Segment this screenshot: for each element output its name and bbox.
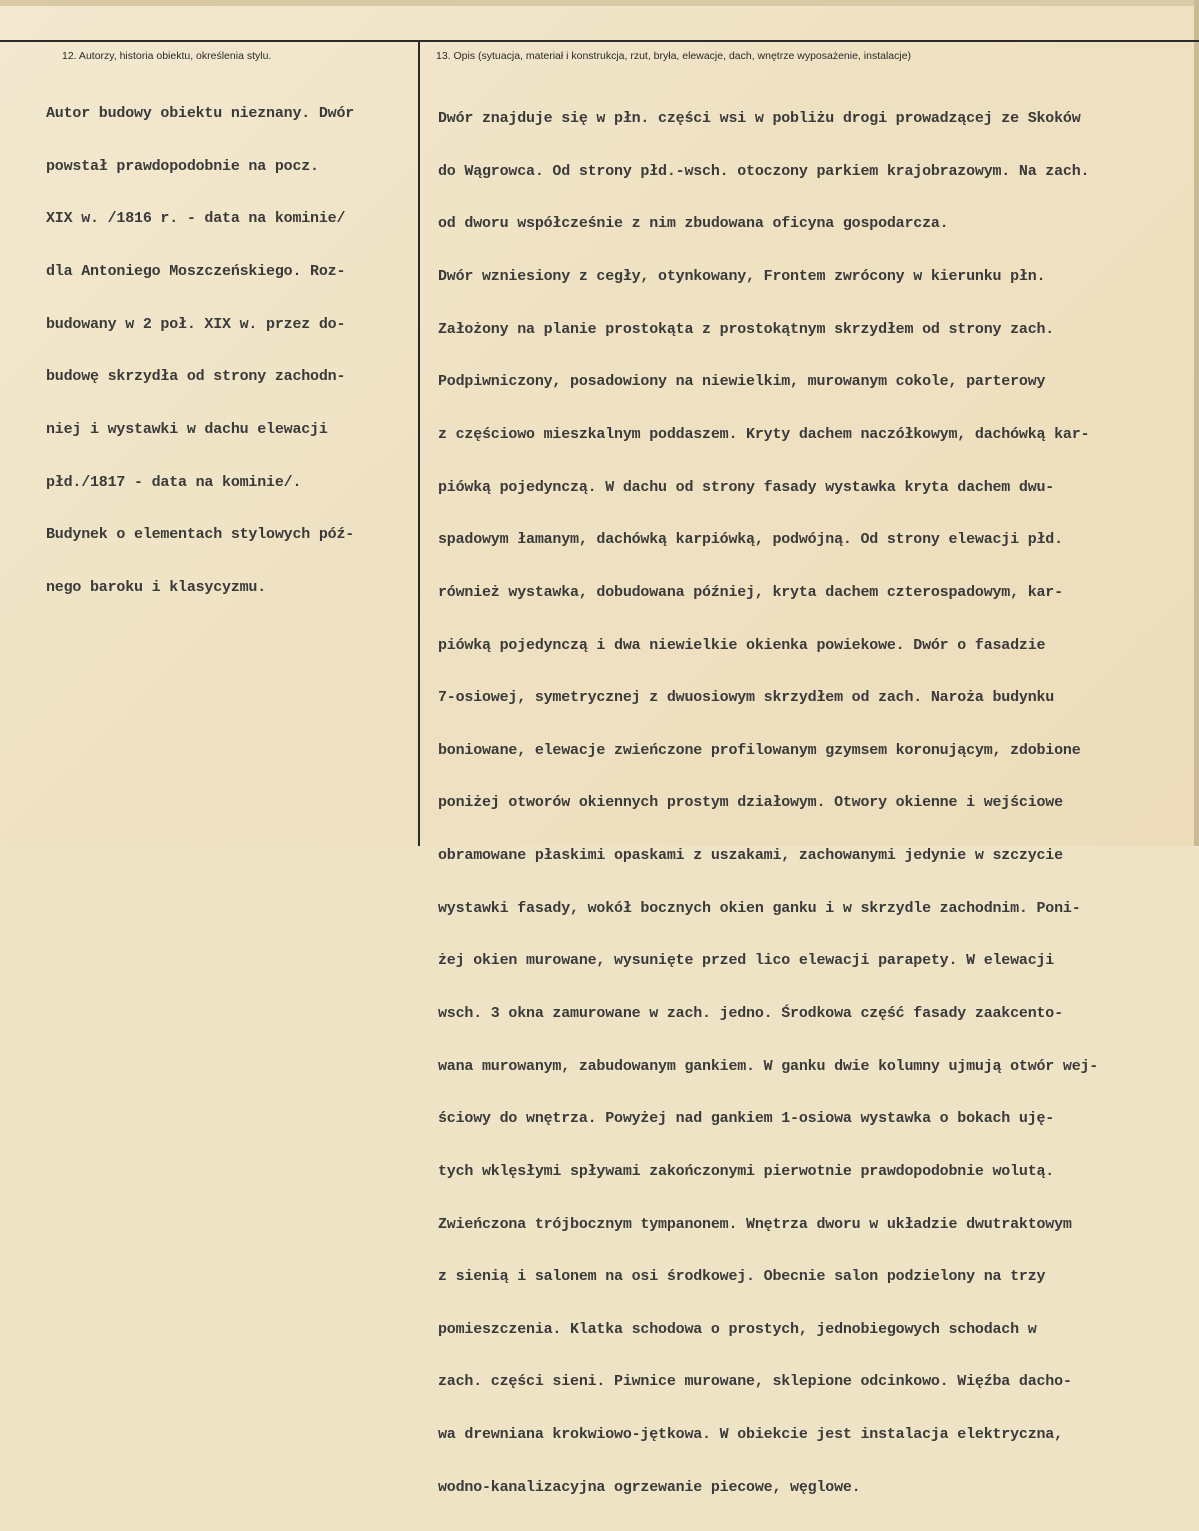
field-13-line: również wystawka, dobudowana później, kryta dachem czterospadowym, kar- [438,583,1063,601]
field-13-line: wodno-kanalizacyjna ogrzewanie piecowe, węglowe. [438,1478,861,1496]
field-13-line: boniowane, elewacje zwieńczone profilowanym gzymsem koronującym, zdobione [438,741,1081,759]
field-12-line: dla Antoniego Moszczeńskiego. Roz- [46,263,346,281]
field-13-line: wsch. 3 okna zamurowane w zach. jedno. Środkowa część fasady zaakcento- [438,1004,1063,1022]
field-13-line: piówką pojedynczą i dwa niewielkie okienka powiekowe. Dwór o fasadzie [438,636,1046,654]
field-13-line: do Wągrowca. Od strony płd.-wsch. otoczony parkiem krajobrazowym. Na zach. [438,162,1090,180]
field-13-line: z częściowo mieszkalnym poddaszem. Kryty dachem naczółkowym, dachówką kar- [438,425,1090,443]
field-13-line: zach. części sieni. Piwnice murowane, sklepione odcinkowo. Więźba dacho- [438,1373,1072,1391]
field-13-line: ściowy do wnętrza. Powyżej nad gankiem 1-osiowa wystawka o bokach uję- [438,1110,1055,1128]
field-13-line: Dwór znajduje się w płn. części wsi w pobliżu drogi prowadzącej ze Skoków [438,110,1081,128]
field-13-line: Zwieńczona trójbocznym tympanonem. Wnętrza dworu w układzie dwutraktowym [438,1215,1072,1233]
field-13-line: Podpiwniczony, posadowiony na niewielkim, murowanym cokole, parterowy [438,373,1046,391]
field-12-line: budowę skrzydła od strony zachodn- [46,368,346,386]
field-13-line: Dwór wzniesiony z cegły, otynkowany, Frontem zwrócony w kierunku płn. [438,268,1046,286]
field-13-line: piówką pojedynczą. W dachu od strony fasady wystawka kryta dachem dwu- [438,478,1055,496]
field-12-heading: 12. Autorzy, historia obiektu, określenia stylu. [62,50,272,62]
field-12-line: Autor budowy obiektu nieznany. Dwór [46,105,355,123]
field-13-line: tych wklęsłymi spływami zakończonymi pierwotnie prawdopodobnie wolutą. [438,1162,1055,1180]
field-13-line: 7-osiowej, symetrycznej z dwuosiowym skrzydłem od zach. Naroża budynku [438,689,1055,707]
field-13-text [438,75,1098,1531]
field-13-heading: 13. Opis (sytuacja, materiał i konstrukcja, rzut, bryła, elewacje, dach, wnętrze wyposażenie, instalacje) [436,50,912,62]
field-13-line: żej okien murowane, wysunięte przed lico elewacji parapety. W elewacji [438,952,1055,970]
field-13-line: z sienią i salonem na osi środkowej. Obecnie salon podzielony na trzy [438,1268,1046,1286]
field-12-line: budowany w 2 poł. XIX w. przez do- [46,315,346,333]
column-divider [418,40,420,846]
field-13-line: poniżej otworów okiennych prostym działowym. Otwory okienne i wejściowe [438,794,1063,812]
field-12-line: niej i wystawki w dachu elewacji [46,420,328,438]
field-12-line: płd./1817 - data na kominie/. [46,473,302,491]
field-12-line: powstał prawdopodobnie na pocz. [46,157,319,175]
field-13-line: wana murowanym, zabudowanym gankiem. W ganku dwie kolumny ujmują otwór wej- [438,1057,1099,1075]
header-divider [0,40,1199,42]
field-13-line: wa drewniana krokwiowo-jętkowa. W obiekcie jest instalacja elektryczna, [438,1426,1063,1444]
field-13-line: od dworu współcześnie z nim zbudowana oficyna gospodarcza. [438,215,949,233]
field-13-line: obramowane płaskimi opaskami z uszakami, zachowanymi jedynie w szczycie [438,847,1063,865]
field-12-text [46,70,354,632]
field-12-line: XIX w. /1816 r. - data na kominie/ [46,210,346,228]
card-top-edge [0,0,1199,6]
field-12-line: Budynek o elementach stylowych póź- [46,526,355,544]
field-13-line: Założony na planie prostokąta z prostokątnym skrzydłem od strony zach. [438,320,1055,338]
field-13-line: wystawki fasady, wokół bocznych okien ganku i w skrzydle zachodnim. Poni- [438,899,1081,917]
field-13-line: pomieszczenia. Klatka schodowa o prostych, jednobiegowych schodach w [438,1320,1037,1338]
field-13-line: spadowym łamanym, dachówką karpiówką, podwójną. Od strony elewacji płd. [438,531,1063,549]
card-right-edge [1194,0,1199,846]
field-12-line: nego baroku i klasycyzmu. [46,578,267,596]
